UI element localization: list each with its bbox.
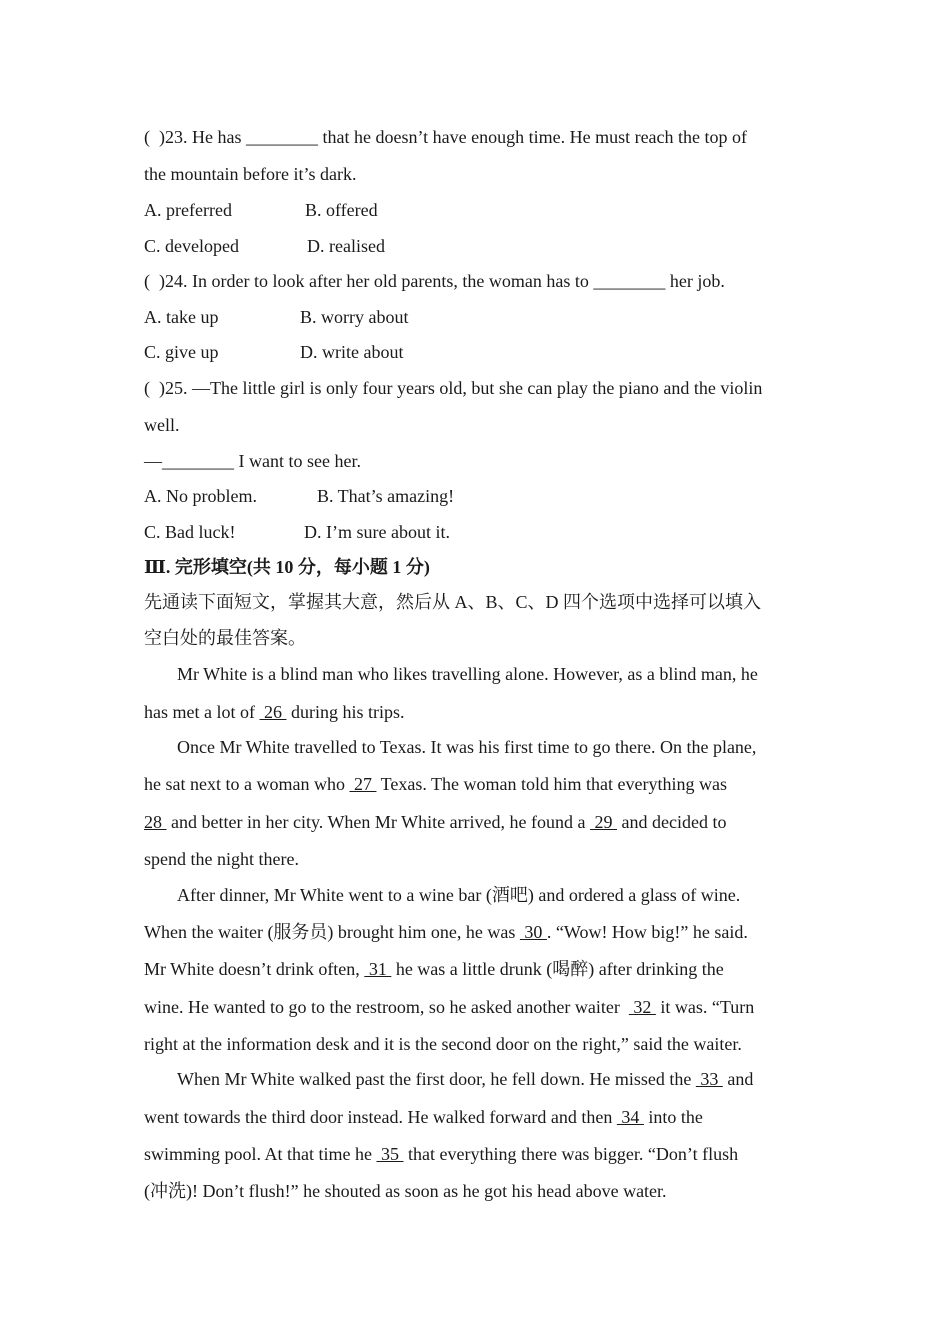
q23-stem: ( )23. He has ________ that he doesn’t have enough time. He must reach the top of xyxy=(144,127,748,147)
blank-32: 32 xyxy=(628,997,656,1017)
q23-option-c: C. developed xyxy=(144,236,239,256)
passage-p4-line2: went towards the third door instead. He walked forward and then 34 into the xyxy=(144,1107,703,1127)
blank-31: 31 xyxy=(364,959,392,979)
q24-stem: ( )24. In order to look after her old parents, the woman has to ________ her job. xyxy=(144,271,725,291)
passage-p4-line4: (冲洗)! Don’t flush!” he shouted as soon as he got his head above water. xyxy=(144,1181,667,1201)
q23-stem-cont: the mountain before it’s dark. xyxy=(144,164,357,184)
passage-p3-line2: When the waiter (服务员) brought him one, he was 30 . “Wow! How big!” he said. xyxy=(144,922,748,942)
passage-p4-line1: When Mr White walked past the first door, he fell down. He missed the 33 and xyxy=(177,1069,754,1089)
passage-p3-line3: Mr White doesn’t drink often, 31 he was a little drunk (喝醉) after drinking the xyxy=(144,959,724,979)
passage-p2-line2: he sat next to a woman who 27 Texas. The woman told him that everything was xyxy=(144,774,727,794)
q23-option-b: B. offered xyxy=(305,200,378,220)
q25-option-b: B. That’s amazing! xyxy=(317,486,455,506)
passage-p3-line1: After dinner, Mr White went to a wine bar (酒吧) and ordered a glass of wine. xyxy=(177,885,741,905)
passage-p3-line4: wine. He wanted to go to the restroom, so he asked another waiter 32 it was. “Turn xyxy=(144,997,755,1017)
q24-option-a: A. take up xyxy=(144,307,219,327)
passage-p2-line4: spend the night there. xyxy=(144,849,299,869)
q24-option-d: D. write about xyxy=(300,342,404,362)
blank-33: 33 xyxy=(695,1069,723,1089)
passage-p3-line5: right at the information desk and it is the second door on the right,” said the waiter. xyxy=(144,1034,742,1054)
section-instructions: 先通读下面短文，掌握其大意，然后从 A、B、C、D 四个选项中选择可以填入 xyxy=(144,592,762,612)
q25-stem-cont: well. xyxy=(144,415,180,435)
section-instructions-cont: 空白处的最佳答案。 xyxy=(144,628,306,648)
blank-35: 35 xyxy=(376,1144,404,1164)
passage-p1-line2: has met a lot of 26 during his trips. xyxy=(144,702,405,722)
q25-option-d: D. I’m sure about it. xyxy=(304,522,450,542)
blank-27: 27 xyxy=(349,774,377,794)
blank-30: 30 xyxy=(519,922,547,942)
blank-29: 29 xyxy=(590,812,618,832)
section-title: Ⅲ. 完形填空(共 10 分，每小题 1 分) xyxy=(144,557,430,577)
passage-p2-line3: 28 and better in her city. When Mr White arrived, he found a 29 and decided to xyxy=(144,812,727,832)
q24-option-b: B. worry about xyxy=(300,307,409,327)
passage-p1-line1: Mr White is a blind man who likes travelling alone. However, as a blind man, he xyxy=(177,664,758,684)
q24-option-c: C. give up xyxy=(144,342,219,362)
blank-34: 34 xyxy=(616,1107,644,1127)
passage-p4-line3: swimming pool. At that time he 35 that everything there was bigger. “Don’t flush xyxy=(144,1144,739,1164)
q25-option-c: C. Bad luck! xyxy=(144,522,236,542)
blank-28: 28 xyxy=(144,812,167,832)
passage-p2-line1: Once Mr White travelled to Texas. It was his first time to go there. On the plane, xyxy=(177,737,757,757)
q25-option-a: A. No problem. xyxy=(144,486,257,506)
q23-option-d: D. realised xyxy=(307,236,385,256)
q25-response: —________ I want to see her. xyxy=(144,451,361,471)
q23-option-a: A. preferred xyxy=(144,200,232,220)
blank-26: 26 xyxy=(259,702,287,722)
q25-stem: ( )25. —The little girl is only four years old, but she can play the piano and the violin xyxy=(144,378,763,398)
